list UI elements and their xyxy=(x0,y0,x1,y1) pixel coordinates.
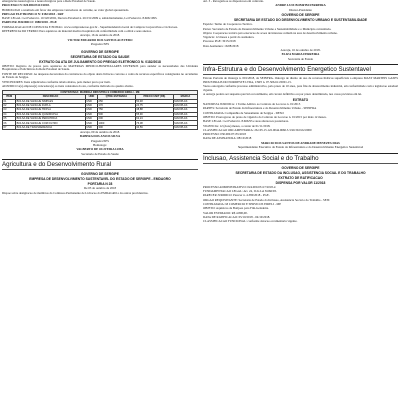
intro-paragraph: REFERENCIA DO TERMO: Para aquisicao de material medico hospitalar em conformidade com o edital e seus anexos. xyxy=(2,29,152,34)
social-line: DATA DE RATIFICACAO: 05/10/2018 - 04/10/2018. xyxy=(203,214,271,219)
table-cell: 250 xyxy=(98,99,136,103)
table-cell: 07 xyxy=(3,125,16,129)
date-line: Aracaju, 16 de outubro de 2018. xyxy=(80,33,120,38)
table-cell: BOLSA DE SANGUE QUADRUPLA xyxy=(16,112,86,116)
org-heading: GOVERNO DE SERGIPE xyxy=(81,172,119,177)
table-cell: BOLSA DE SANGUE TRIPLA xyxy=(16,108,86,112)
table-cell: 76,08 xyxy=(135,121,173,125)
table-cell: MAXIPLAS xyxy=(173,112,197,116)
table-cell: 03 xyxy=(3,108,16,112)
intro-paragraph: PREGAO ELETRONICO N: 0182/2018 - SRP xyxy=(2,11,64,16)
table-header: UND xyxy=(85,95,97,99)
intro-paragraph: emergencias neurologicas e neurocirurgicas para a Rede Estadual de Saude. xyxy=(2,0,96,3)
table-cell: UND xyxy=(85,108,97,112)
table-cell: UND xyxy=(85,112,97,116)
table-cell: BOLSA DE SANGUE DUPLA xyxy=(16,103,86,107)
items-table xyxy=(2,90,198,130)
date-line: Aracaju, 09 de outubro de 2018. xyxy=(80,130,120,135)
intro-paragraph: PARECER JURIDICO: 1880/2018 - PGE xyxy=(2,20,57,25)
table-header: QTDE ESTIMADA xyxy=(98,95,136,99)
table-cell: BOLSA DE SANGUE SIMPLES xyxy=(16,99,86,103)
signatory-name: VICTOR EDUARDO DOS SANTOS ACEVEDO xyxy=(67,37,133,42)
table-cell: 02 xyxy=(3,103,16,107)
table-cell: 04 xyxy=(3,112,16,116)
table-cell: UND xyxy=(85,125,97,129)
table-cell: MAXIPLAS xyxy=(173,117,197,121)
table-cell: 750 xyxy=(98,108,136,112)
infra-paragraph: Extrato Portaria de Outorga n. 001/2018, da SEINFRA. Outorga de direito de uso de recursos hidricos superficiais a empresa MAST MARTINS GASES INDUSTRIAIS DO NORDESTE LTDA, CNPJ n. 07.506.611/0001-15. xyxy=(203,76,398,85)
top-line: Art. 3 - Revogam-se as disposicoes em contrario. xyxy=(203,0,264,3)
table-cell: 62,24 xyxy=(135,117,173,121)
extract-paragraph: OBJETO: Registro de precos para aquisicao de MATERIAS MEDICO-HOSPITALARES DIVERSOS para atender as necessidades das Unidades Hospitalares e Policlinicas da Rede Estadual de Saude. xyxy=(2,63,198,72)
table-cell: UND xyxy=(85,99,97,103)
table-cell: 50,48 xyxy=(135,99,173,103)
table-cell: 05 xyxy=(3,117,16,121)
extract-line: PARTES: Secretaria de Estado da Infraestrutura e do Desenvolvimento Urbano - SEINFRA xyxy=(203,106,317,111)
signatory-role: Secretario de Estado da Saude xyxy=(81,151,119,156)
left-column xyxy=(2,0,198,398)
table-cell: 200 xyxy=(98,117,136,121)
table-cell: 170 xyxy=(98,103,136,107)
term-line: Processo PGE: 3015/2018 xyxy=(203,39,236,44)
extract-title: EXTRATO DA ATA DE JULGAMENTO DO PREGAO ELETRONICO N. 0182/2018 xyxy=(39,59,161,64)
intro-paragraph: HOMOLOGO o resultado em favor das empresas vencedoras do certame, ao valor global apresentado. xyxy=(2,7,130,12)
signatory-role: Pregoeiro/SES xyxy=(90,41,110,46)
org-heading: SECRETARIA DE ESTADO DA SAUDE xyxy=(70,54,130,59)
table-cell: BOLSA DE SANGUE PEDIATRICA xyxy=(16,117,86,121)
extract-paragraph: FONTE DE RECURSO: As despesas decorrentes da contratacao do objeto desta licitacao correrao a conta de recursos especificos consignados no orcamento do Estado de Sergipe. xyxy=(2,71,198,80)
signatory-name: ELIZA MARIA FERREIRA xyxy=(281,52,320,57)
section-title-social: Inclusao, Assistencia Social e do Trabalho xyxy=(203,153,398,164)
table-cell: MAXIPLAS xyxy=(173,121,197,125)
portaria-number: PORTARIA N 28 xyxy=(87,182,113,187)
date-line: Aracaju, 16 de outubro de 2018. xyxy=(280,48,321,53)
table-cell: 55,90 xyxy=(135,112,173,116)
org-heading: EMPRESA DE DESENVOLVIMENTO SUSTENTAVEL DO ESTADO DE SERGIPE - EMDAGRO xyxy=(29,177,171,182)
signatory-name: VALBERTO DE OLIVEIRA LIMA xyxy=(76,147,124,152)
section-title-infrastructure: Infra-Estrutura e do Desenvolvimento Energetico Sustentavel xyxy=(203,64,398,75)
table-header: ITEM xyxy=(3,95,16,99)
extract-line: PROCESSO: 030.000.07155/2018 xyxy=(203,132,246,137)
extract-paragraph: VENCEDORES: Itens adjudicados conforme tabela abaixo, pelo menor preco por item. xyxy=(2,79,111,84)
org-heading: GOVERNO DE SERGIPE xyxy=(281,13,320,18)
social-line: OBJETO: Aquisicao de Botijoes para Fim-Geladeira. xyxy=(203,206,269,211)
social-line: PROCESSO ADMINISTRATIVO: 024.000.03117/2018-2. xyxy=(203,184,277,189)
social-line: ORGAO REQUISITANTE: Secretaria de Estado da Inclusao, Assistencia Social e do Trabalho - SEIT. xyxy=(203,197,331,202)
table-cell: 24,75 xyxy=(135,103,173,107)
signatory-name: BABERA DOS ANJOS SILVA xyxy=(79,134,121,139)
intro-block xyxy=(2,0,198,34)
table-cell: MAXIPLAS xyxy=(173,108,197,112)
term-line: Vigencia: 12 meses a partir da assinatura. xyxy=(203,35,255,40)
table-cell: 01 xyxy=(3,99,16,103)
org-heading: GOVERNO DE SERGIPE xyxy=(81,49,119,54)
social-line: FUNDAMENTACAO LEGAL: Art. 24, II da Lei 8.666/93. xyxy=(203,189,277,194)
org-heading: SECRETARIA DE ESTADO DA INCLUSAO, ASSISTENCIA SOCIAL E DO TRABALHO xyxy=(235,170,366,175)
table-cell: 1000 xyxy=(98,121,136,125)
table-cell: 500 xyxy=(98,112,136,116)
infra-paragraph: Vazao outorgada conforme processo administrativo, pelo prazo de 10 anos, para fins de abastecimento industrial, em conformidade com a legislacao estadual vigente. xyxy=(203,84,398,93)
portaria-paragraph: Dispoe sobre designacao de membros da Comissao Permanente de Licitacao da EMDAGRO e da outras providencias. xyxy=(2,190,149,195)
extract-line: OBJETO: Prorrogacao do prazo de vigencia do Contrato de Locacao n. 01/2015 por mais 12 meses. xyxy=(203,114,327,119)
social-line: PARECER JURIDICO: Parecer n. 4.380/2018 - PGE. xyxy=(203,193,270,198)
signatory-role: Secretaria de Estado xyxy=(287,56,314,61)
intro-paragraph: PROCESSO N: 020.000.03113/2018. xyxy=(2,3,50,8)
table-cell: UND xyxy=(85,121,97,125)
dispensa-title: DISPENSA POR VALOR 11/2018 xyxy=(275,180,326,185)
term-line: Partes: Secretaria de Estado do Desenvolvimento Urbano e Sustentabilidade e o Municipio conveniado. xyxy=(203,26,332,31)
infra-paragraph: A outorga podera ser suspensa parcial ou totalmente, em carater definitivo ou por prazo determinado, nos casos previstos em lei. xyxy=(203,92,362,97)
extract-line: CONTRATADA: Companhia de Saneamento de Sergipe - DESO xyxy=(203,110,284,115)
right-column xyxy=(203,0,398,398)
homolog-label: Homologo: xyxy=(92,143,108,148)
social-line: CONTRATADA: M COMERCIO E SERVICOS EIRELI - ME xyxy=(203,201,282,206)
table-cell: MAXIPLAS xyxy=(173,103,197,107)
ratification-title: EXTRATO DE RATIFICACAO xyxy=(278,175,323,180)
extract-line: CLASSIFICACAO ORCAMENTARIA: 26.105.15.122.0044.0660.3.3.90.39.0.02.0000 xyxy=(203,127,312,132)
table-cell: UND xyxy=(85,117,97,121)
extract-line: VIGENCIA: 12 (doze) meses, a contar de 01/11/2018. xyxy=(203,123,271,128)
table-cell: 34,59 xyxy=(135,125,173,129)
table-cell: 300 xyxy=(98,125,136,129)
org-heading: GOVERNO DE SERGIPE xyxy=(281,165,320,170)
social-line: VALOR ESTIMADO: R$ 4.800,00. xyxy=(203,210,248,215)
table-caption: CONTRATADA: MARINGA INDUSTRIA E COMERCIO EIRELI - ME xyxy=(3,90,198,94)
extract-line: DATA DE ASSINATURA: 08/10/2018 xyxy=(203,136,252,141)
signatory-role: Superintendente Executivo da Estado da Infraestrutura e do Desenvolvimento Energetico Sustentavel xyxy=(237,145,364,150)
table-cell: MAXIPLAS xyxy=(173,99,197,103)
signatory-role: Diretor-Presidente xyxy=(289,7,312,12)
table-cell: MAXIPLAS xyxy=(173,125,197,129)
portaria-date: De 03 de outubro de 2018 xyxy=(83,186,117,191)
table-header: DESCRICAO xyxy=(16,95,86,99)
intro-paragraph: BASE LEGAL: Lei Federal n. 10.520/2002, Decreto Estadual n. 26.531/2009 e, subsidiariamente, Lei Federal n. 8.666/1993. xyxy=(2,16,158,21)
term-line: Objeto: Cooperacao tecnica para execucao de acoes de interesse comum na area de desenvolvimento urbano. xyxy=(203,30,338,35)
signatory-name: ANDRE LUIZ BOMFIM FERREIRA xyxy=(275,3,326,8)
intro-paragraph: FORMALIZACAO DE CONSULTA E EDITAL: www.comprasnet.se.gov.br - Superintendencia Geral de Compras Corporativas e Licitacoes. xyxy=(2,24,178,29)
term-line: Data Assinatura: 16/08/2018 xyxy=(203,43,239,48)
term-line: Espécie: Termo de Cooperacao Tecnica. xyxy=(203,22,253,27)
table-header: MARCA xyxy=(173,95,197,99)
table-cell: BOLSA DE TRANSFERENCIA xyxy=(16,125,86,129)
org-heading: SECRETARIA DE ESTADO DO DESENVOLVIMENTO URBANO E SUSTENTABILIDADE xyxy=(233,18,368,23)
signatory-role: Pregoeira/SES xyxy=(90,138,110,143)
extract-line: BASE LEGAL: Lei Federal n. 8.666/93 e suas alteracoes posteriores. xyxy=(203,119,289,124)
social-line: CLASSIFICACAO FUNCIONAL: conforme dotacao orcamentaria vigente. xyxy=(203,219,298,224)
table-cell: UND xyxy=(85,103,97,107)
table-header: PRECO UNIT (R$) xyxy=(135,95,173,99)
section-title-agriculture: Agricultura e do Desenvolvimento Rural xyxy=(2,159,198,170)
extract-line: NATUREZA JURIDICA: 1 Termo Aditivo ao Contrato de Locacao n. 01/2015 xyxy=(203,102,301,107)
extract-label: EXTRATO xyxy=(292,98,309,103)
table-cell: 38,88 xyxy=(135,108,173,112)
table-cell: BOLSA DE SANGUE COM FILTRO xyxy=(16,121,86,125)
signatory-name: MARCIO DOS SANTOS DE ANDRADE MENEZES DIAS xyxy=(261,140,340,145)
extract-paragraph: ADJUDICO a(s) empresa(s) vencedora(s) os itens constantes da ata, conforme indicado no quadro abaixo. xyxy=(2,84,134,89)
table-cell: 06 xyxy=(3,121,16,125)
table-row xyxy=(3,125,198,129)
